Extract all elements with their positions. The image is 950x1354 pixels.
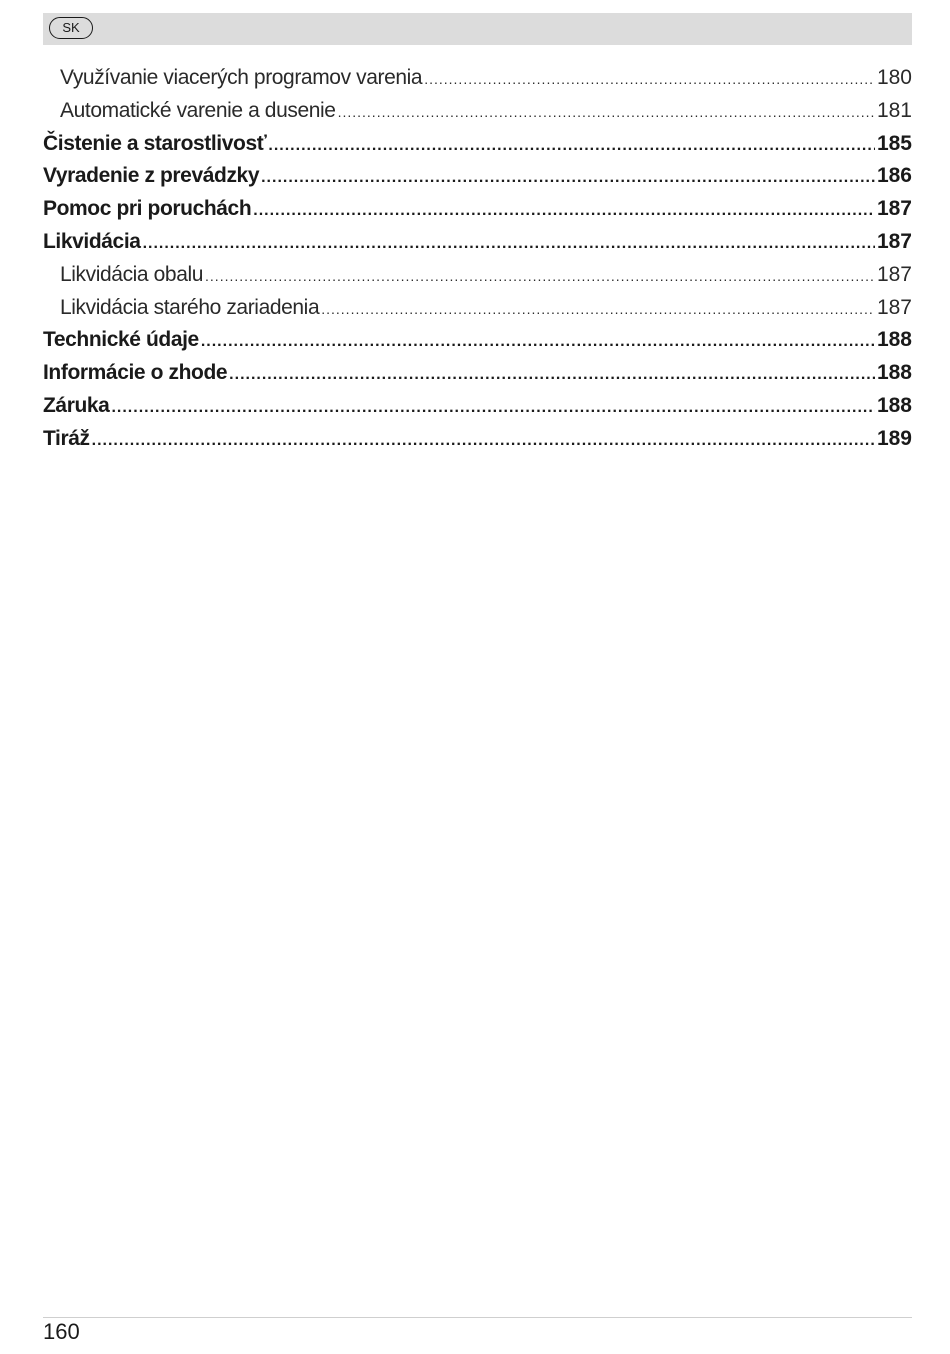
toc-leader-dots (229, 357, 875, 392)
toc-entry-page: 189 (876, 426, 912, 450)
toc-entry-page: 180 (876, 66, 912, 89)
toc-entry-page: 188 (876, 328, 912, 352)
toc-entry-page: 188 (876, 361, 912, 385)
toc-entry[interactable] (43, 292, 912, 325)
toc-entry-title: Čistenie a starostlivosť (43, 131, 267, 155)
toc-entry-title: Automatické varenie a dusenie (60, 98, 336, 122)
toc-entry-page: 185 (876, 131, 912, 155)
toc-entry[interactable] (43, 95, 912, 128)
toc-entry[interactable] (43, 193, 912, 226)
toc-leader-dots (143, 226, 875, 261)
toc-entry-page: 187 (876, 295, 912, 319)
toc-leader-dots (205, 259, 875, 293)
toc-entry-title: Tiráž (43, 426, 90, 450)
toc-entry-title: Likvidácia (43, 229, 141, 253)
toc-entry-title: Informácie o zhode (43, 361, 228, 385)
table-of-contents (43, 62, 912, 456)
toc-entry-page: 188 (876, 393, 912, 417)
toc-entry-title: Technické údaje (43, 328, 199, 352)
header-bar (43, 13, 912, 45)
toc-leader-dots (268, 128, 875, 163)
toc-entry[interactable] (43, 390, 912, 423)
toc-entry[interactable] (43, 324, 912, 357)
toc-entry[interactable] (43, 423, 912, 456)
toc-entry[interactable] (43, 226, 912, 259)
footer-divider (43, 1317, 912, 1318)
toc-leader-dots (424, 62, 875, 96)
toc-entry-title: Využívanie viacerých programov varenia (60, 66, 423, 89)
toc-leader-dots (111, 390, 874, 425)
toc-entry-page: 186 (876, 164, 912, 188)
toc-entry-title: Záruka (43, 393, 110, 417)
toc-entry[interactable] (43, 128, 912, 161)
toc-leader-dots (92, 423, 875, 458)
toc-entry[interactable] (43, 357, 912, 390)
toc-entry-title: Vyradenie z prevádzky (43, 164, 260, 188)
language-badge: SK (49, 17, 93, 39)
toc-entry[interactable] (43, 160, 912, 193)
toc-entry[interactable] (43, 62, 912, 95)
toc-entry-title: Likvidácia obalu (60, 262, 204, 286)
toc-leader-dots (261, 160, 875, 195)
toc-leader-dots (201, 324, 875, 359)
toc-leader-dots (338, 95, 875, 129)
toc-leader-dots (321, 292, 875, 326)
toc-entry-page: 187 (876, 229, 912, 253)
page-number: 160 (43, 1319, 80, 1344)
toc-entry-title: Pomoc pri poruchách (43, 197, 252, 221)
toc-leader-dots (253, 193, 875, 228)
toc-entry-page: 181 (876, 98, 912, 122)
toc-entry-title: Likvidácia starého zariadenia (60, 295, 320, 319)
toc-entry-page: 187 (876, 262, 912, 286)
toc-entry[interactable] (43, 259, 912, 292)
toc-entry-page: 187 (876, 197, 912, 221)
